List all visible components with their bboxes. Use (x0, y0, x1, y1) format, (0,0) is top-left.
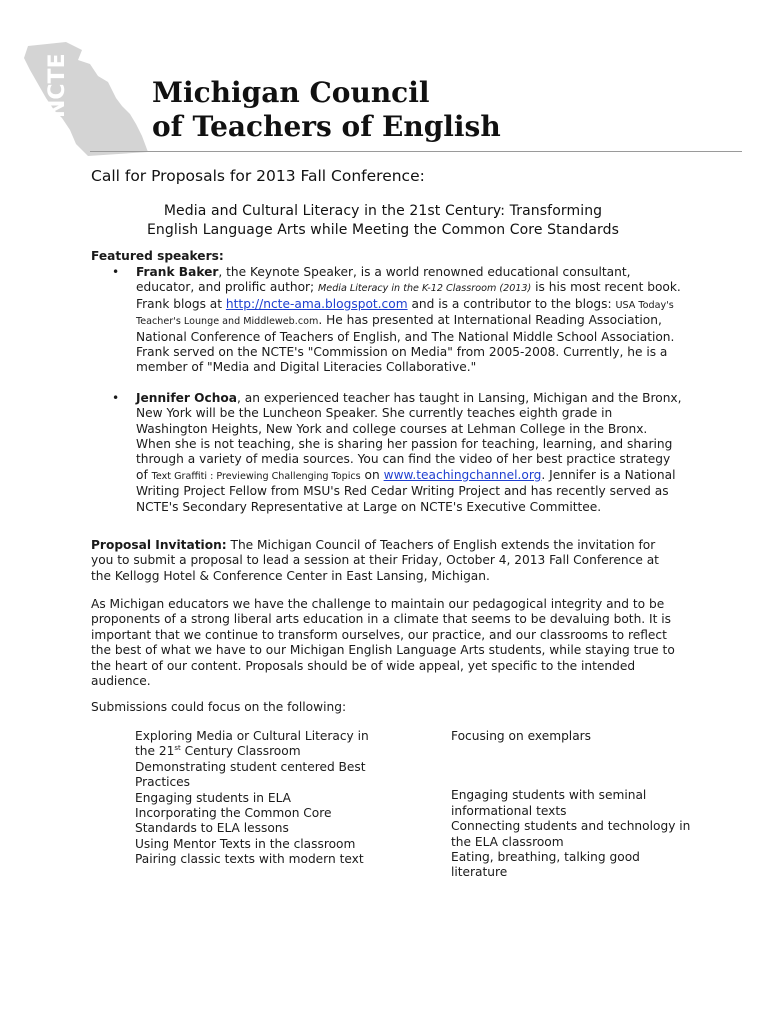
topic-item: Using Mentor Texts in the classroom (135, 836, 356, 851)
speaker-bio-text: . Jennifer is a National Writing Project Fellow from MSU's Red Cedar Writing Project and has recently served as NCTE's Secondary Representative at Large on NCTE's Executive Committee. (136, 467, 676, 514)
call-for-proposals-heading (91, 167, 425, 185)
call-title-text: Call for Proposals for 2013 Fall Conference (91, 167, 420, 185)
speaker-name: Jennifer Ochoa (136, 390, 238, 405)
speaker-bio-text: and is a contributor to the blogs: (407, 296, 616, 311)
conference-title (91, 202, 675, 239)
speaker-bio-text: is his most recent book. Frank blogs at (136, 280, 681, 311)
topic-item: Demonstrating student centered Best Practices (135, 759, 366, 790)
call-title-colon: : (419, 167, 425, 185)
blog-names: USA Today's Teacher's Lounge and Middleweb.com (136, 299, 674, 328)
michigan-map-shape (24, 42, 148, 156)
topic-item: Focusing on exemplars (451, 729, 592, 743)
speakers-list (100, 265, 685, 530)
invitation-text: The Michigan Council of Teachers of English extends the invitation for you to submit a proposal to lead a session at their Friday, October 4, 2013 Fall Conference at the Kellogg Hotel & Conference Center in East Lansing, Michigan. (91, 538, 659, 583)
strategy-title: Text Graffiti : Previewing Challenging Topics (151, 470, 361, 482)
speaker-name: Frank Baker (136, 265, 219, 279)
bullet-icon: • (112, 390, 120, 405)
topic-item: Connecting students and technology in the ELA classroom (451, 819, 691, 849)
proposal-invitation-paragraph (91, 538, 676, 584)
topic-item: Eating, breathing, talking good literature (451, 850, 640, 880)
logo-ncte-text: NCTE (45, 53, 70, 118)
educators-paragraph: As Michigan educators we have the challenge to maintain our pedagogical integrity and to be proponents of a strong liberal arts education in a climate that seems to be devaluing both. It is important that we continue to transform ourselves, our practice, and our classrooms to reflect the best of what we have to our Michigan English Language Arts students, while staying true to the heart of our content. Proposals should be of wide appeal, yet specific to the intended audience. (91, 597, 675, 689)
organization-name (152, 76, 501, 144)
michigan-ncte-logo (18, 40, 158, 160)
topics-left-column (135, 729, 380, 868)
topic-text: Exploring Media or Cultural Literacy in the 21 (135, 729, 369, 759)
conference-title-line-2: English Language Arts while Meeting the Common Core Standards (146, 221, 620, 238)
org-name-line-2: of Teachers of English (152, 110, 501, 143)
topic-item (135, 729, 380, 760)
conference-title-line-1: Media and Cultural Literacy in the 21st Century: Transforming (163, 203, 603, 219)
topic-item: Engaging students in ELA (135, 790, 291, 805)
teaching-channel-link[interactable]: www.teachingchannel.org (383, 467, 542, 482)
book-title: Media Literacy in the K-12 Classroom (2013) (318, 283, 532, 295)
invitation-label: Proposal Invitation: (91, 538, 227, 552)
speaker-item-jennifer-ochoa (100, 391, 685, 515)
speaker-bio-text: on (360, 467, 384, 482)
speaker-item-frank-baker (100, 265, 685, 376)
speaker-bio-text: . He has presented at International Reading Association, National Conference of Teachers of English, and The National Middle School Association. Frank served on the NCTE's "Commission on Media" from 2005-2008. Currently, he is a member of "Media and Digital Literacies Collaborative." (136, 313, 675, 375)
header-divider (90, 151, 742, 152)
topic-text: Century Classroom (180, 744, 301, 759)
org-name-line-1: Michigan Council (152, 76, 430, 109)
topic-superscript: st (174, 744, 181, 753)
topic-item: Incorporating the Common Core Standards to ELA lessons (135, 806, 332, 836)
frank-baker-blog-link[interactable]: http://ncte-ama.blogspot.com (225, 296, 408, 311)
featured-speakers-label: Featured speakers: (91, 249, 224, 263)
topic-item: Engaging students with seminal informational texts (451, 788, 647, 818)
bullet-icon: • (112, 265, 120, 279)
topic-item: Pairing classic texts with modern text (135, 852, 364, 867)
topics-right-column (451, 729, 696, 881)
speaker-bio-text: , an experienced teacher has taught in Lansing, Michigan and the Bronx, New York will be the Luncheon Speaker. She currently teaches eighth grade in Washington Heights, New York and college courses at Lehman College in the Bronx. When she is not teaching, she is sharing her passion for teaching, learning, and sharing through a variety of media sources. You can find the video of her best practice strategy of (136, 390, 682, 482)
speaker-bio-text: , the Keynote Speaker, is a world renowned educational consultant, educator, and prolific author; (136, 265, 631, 295)
submissions-intro: Submissions could focus on the following: (91, 700, 347, 714)
